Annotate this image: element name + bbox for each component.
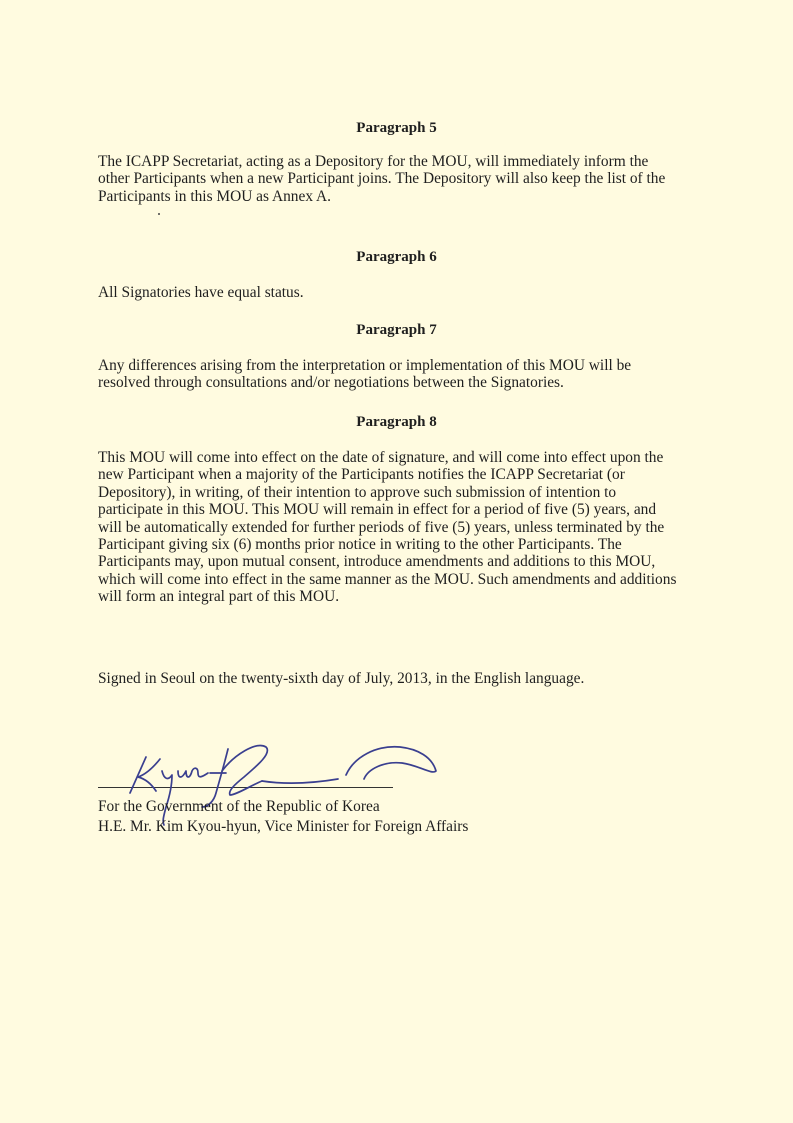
paragraph-7-body (98, 357, 704, 392)
paragraph-8-line: will form an integral part of this MOU. (98, 588, 340, 606)
paragraph-7-line: Any differences arising from the interpretation or implementation of this MOU will be (98, 357, 632, 374)
signatory-block (98, 797, 468, 837)
paragraph-8-line: which will come into effect in the same manner as the MOU. Such amendments and additions (98, 570, 677, 588)
paragraph-8-line: Participant giving six (6) months prior notice in writing to the other Participants. The (98, 536, 622, 554)
signatory-government: For the Government of the Republic of Korea (98, 798, 380, 815)
signing-statement (98, 670, 704, 687)
paragraph-5-line: other Participants when a new Participant joins. The Depository will also keep the list of the (98, 170, 666, 188)
paragraph-8-heading: Paragraph 8 (356, 414, 437, 430)
paragraph-8-line: will be automatically extended for further periods of five (5) years, unless terminated by the (98, 518, 665, 536)
paragraph-8-body (98, 449, 704, 606)
paragraph-6-line: All Signatories have equal status. (98, 284, 304, 301)
paragraph-7-line: resolved through consultations and/or negotiations between the Signatories. (98, 374, 564, 392)
paragraph-8-line: participate in this MOU. This MOU will remain in effect for a period of five (5) years, and (98, 501, 657, 519)
signatory-name-title: H.E. Mr. Kim Kyou-hyun, Vice Minister for Foreign Affairs (98, 818, 469, 835)
stray-mark (158, 213, 160, 215)
paragraph-5-heading: Paragraph 5 (356, 120, 437, 136)
paragraph-8-line: Participants may, upon mutual consent, introduce amendments and additions to this MOU, (98, 553, 656, 571)
paragraph-8-line: Depository), in writing, of their intention to approve such submission of intention to (98, 483, 617, 501)
paragraph-7-heading: Paragraph 7 (356, 322, 437, 338)
signing-statement-text: Signed in Seoul on the twenty-sixth day of July, 2013, in the English language. (98, 670, 585, 687)
paragraph-5-line: Participants in this MOU as Annex A. (98, 187, 331, 205)
paragraph-8-line: new Participant when a majority of the Participants notifies the ICAPP Secretariat (or (98, 466, 625, 484)
paragraph-6-heading: Paragraph 6 (356, 249, 437, 265)
paragraph-8-line: This MOU will come into effect on the date of signature, and will come into effect upon the (98, 449, 664, 466)
paragraph-5-line: The ICAPP Secretariat, acting as a Depository for the MOU, will immediately inform the (98, 153, 649, 170)
paragraph-5-body (98, 153, 704, 205)
paragraph-6-body (98, 284, 704, 301)
